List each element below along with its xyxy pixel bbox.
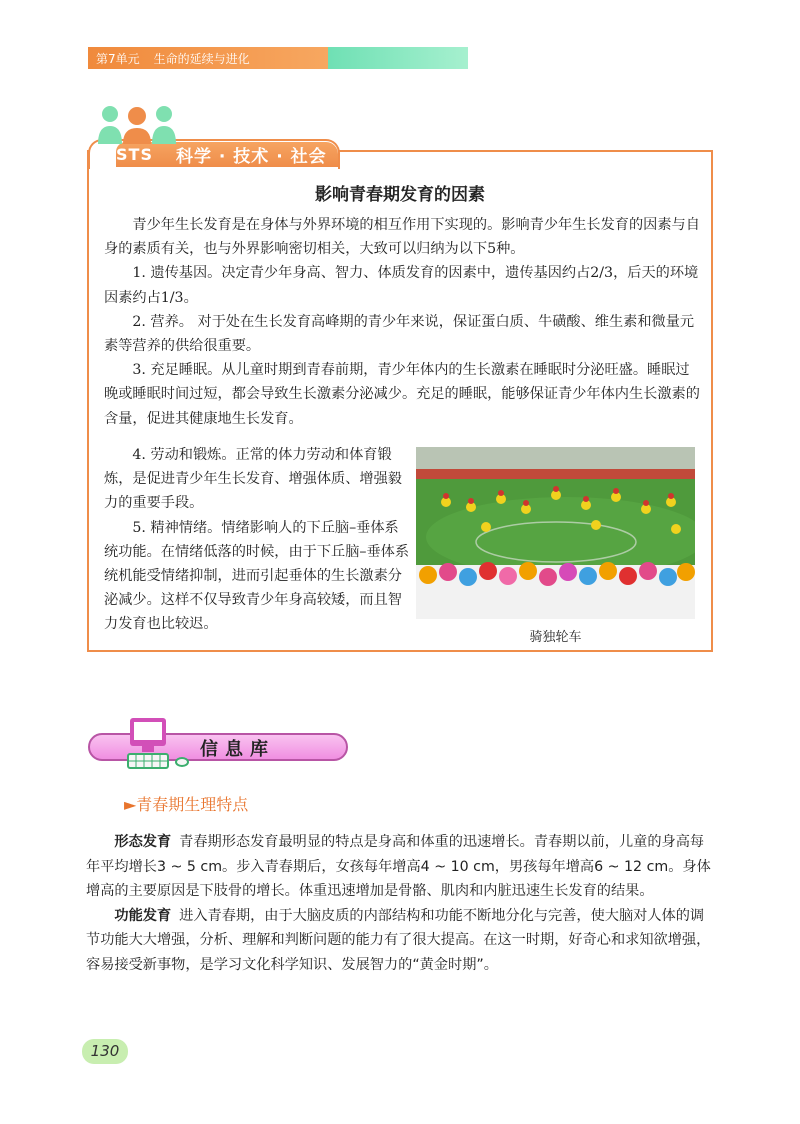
- text-morphology: 青春期形态发育最明显的特点是身高和体重的迅速增长。青春期以前，儿童的身高每年平均增长3 ~ 5 cm。步入青春期后，女孩每年增高4 ~ 10 cm，男孩每年增高6 ~ 12 cm。身体增高的主要原因是下肢骨的增长。体重迅速增加是骨骼、肌肉和内脏迅速生长发育的结果。: [86, 834, 711, 900]
- sts-title: 科学 · 技术 · 社会: [176, 147, 327, 167]
- sts-item-2: 2. 营养。 对于处在生长发育高峰期的青少年来说，保证蛋白质、牛磺酸、维生素和微量元素等营养的供给很重要。: [104, 313, 695, 355]
- sts-item-1: 1. 遗传基因。决定青少年身高、智力、体质发育的因素中，遗传基因约占2/3，后天的环境因素约占1/3。: [104, 265, 699, 306]
- page-number: 130: [82, 1039, 128, 1064]
- unit-number: 第7单元: [96, 52, 140, 66]
- people-icon: [96, 104, 178, 144]
- term-morphology: 形态发育: [114, 834, 172, 850]
- unit-header-green-band: [328, 47, 468, 69]
- computer-icon: [124, 716, 196, 774]
- info-library-label: 信息库: [200, 739, 275, 760]
- term-function: 功能发育: [114, 907, 172, 924]
- sts-item-4: 4. 劳动和锻炼。正常的体力劳动和体育锻炼，是促进青少年生长发育、增强体质、增强毅力的重要手段。: [104, 447, 402, 512]
- text-function: 进入青春期，由于大脑皮质的内部结构和功能不断地分化与完善，使大脑对人体的调节功能大大增强，分析、理解和判断问题的能力有了很大提高。在这一时期，好奇心和求知欲增强，容易接受新事物，是学习文化科学知识、发展智力的“黄金时期”。: [86, 907, 711, 973]
- sts-intro: 青少年生长发育是在身体与外界环境的相互作用下实现的。影响青少年生长发育的因素与自身的素质有关，也与外界影响密切相关，大致可以归纳为以下5种。: [104, 217, 700, 258]
- paragraph-function: [86, 904, 716, 978]
- sts-badge: STS: [116, 145, 153, 164]
- photo-caption: 骑独轮车: [529, 630, 582, 645]
- sts-item-3: 3. 充足睡眠。从儿童时期到青春前期，青少年体内的生长激素在睡眠时分泌旺盛。睡眠过晚或睡眠时间过短，都会导致生长激素分泌减少。充足的睡眠，能够保证青少年体内生长激素的含量，促进其健康地生长发育。: [104, 362, 700, 427]
- sts-item-5: 5. 精神情绪。情绪影响人的下丘脑–垂体系统功能。在情绪低落的时候，由于下丘脑–垂体系统机能受情绪抑制，进而引起垂体的生长激素分泌减少。这样不仅导致青少年身高较矮，而且智力发育也比较迟。: [104, 519, 410, 633]
- unit-header: [88, 47, 468, 69]
- section-title: ►青春期生理特点: [124, 795, 249, 814]
- info-body: [86, 830, 716, 978]
- sts-heading: 影响青春期发育的因素: [315, 185, 485, 205]
- sts-body: [104, 213, 700, 431]
- paragraph-morphology: [86, 830, 716, 904]
- unit-title: 生命的延续与进化: [153, 52, 250, 66]
- sts-wrapped-body: [104, 443, 410, 637]
- unicycle-photo: [416, 447, 695, 619]
